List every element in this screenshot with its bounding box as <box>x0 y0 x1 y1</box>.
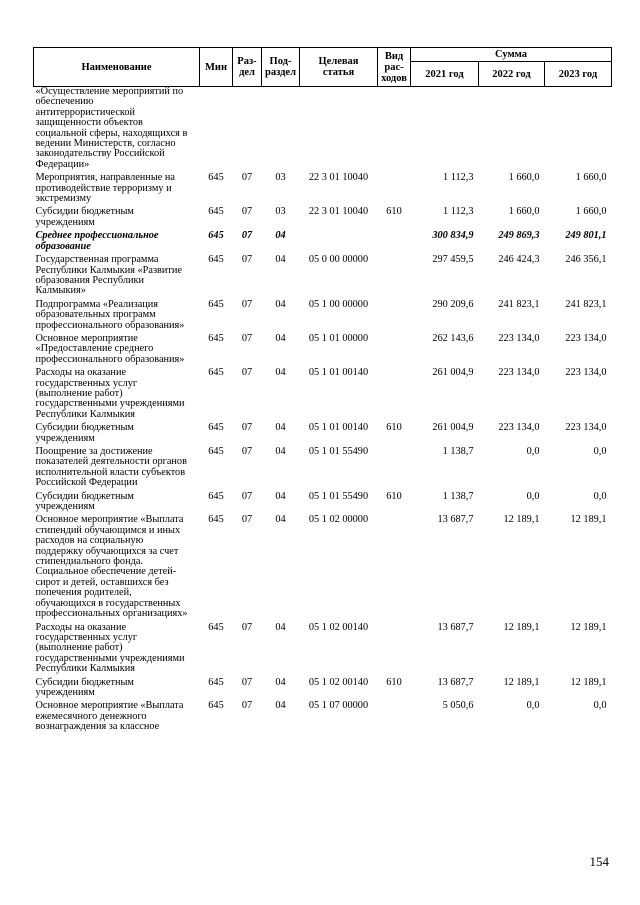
header-podrazdel: Под- раздел <box>262 48 300 87</box>
cell-2021: 262 143,6 <box>432 332 474 344</box>
cell-2023: 246 356,1 <box>565 254 607 266</box>
table-row <box>34 447 612 492</box>
cell-2021: 1 112,3 <box>442 172 474 184</box>
header-razdel: Раз- дел <box>233 48 262 87</box>
header-vid: Вид рас- ходов <box>378 48 411 87</box>
cell-statya: 05 1 01 55490 <box>308 490 369 502</box>
cell-razdel <box>233 87 262 174</box>
cell-name: Поощрение за достижение показателей деятельности органов исполнительной власти субъектов Российской Федерации <box>35 446 187 489</box>
cell-2023: 1 660,0 <box>575 172 607 184</box>
cell-2022: 246 424,3 <box>498 254 540 266</box>
cell-min: 645 <box>208 446 224 457</box>
cell-min: 645 <box>208 422 224 434</box>
cell-vid <box>378 334 411 368</box>
cell-min: 645 <box>208 298 224 310</box>
cell-vid <box>378 173 411 207</box>
cell-2023: 12 189,1 <box>570 514 607 526</box>
cell-2022: 223 134,0 <box>498 332 540 344</box>
cell-2021: 13 687,7 <box>437 621 474 633</box>
cell-podrazdel <box>262 87 300 174</box>
table-row <box>34 515 612 622</box>
cell-2023: 0,0 <box>593 490 607 502</box>
cell-razdel: 07 <box>241 332 253 344</box>
cell-podrazdel: 04 <box>275 676 286 688</box>
cell-2023: 1 660,0 <box>575 206 607 218</box>
header-2022: 2022 год <box>479 62 545 87</box>
cell-2021: 1 112,3 <box>442 206 474 218</box>
cell-2023: 249 801,1 <box>565 230 607 242</box>
cell-2023: 241 823,1 <box>565 298 607 310</box>
cell-2021: 290 209,6 <box>432 298 474 310</box>
cell-vid: 610 <box>386 206 402 218</box>
page-number: 154 <box>589 854 609 869</box>
cell-min: 645 <box>208 700 224 712</box>
cell-2021: 1 138,7 <box>442 446 474 457</box>
cell-statya: 05 1 07 00000 <box>308 700 369 712</box>
cell-vid: 610 <box>386 422 402 434</box>
cell-statya: 05 1 02 00000 <box>308 514 369 526</box>
cell-vid <box>378 368 411 423</box>
cell-2023: 223 134,0 <box>565 422 607 434</box>
cell-2022: 0,0 <box>526 490 540 502</box>
cell-name: Среднее профессиональное образование <box>35 230 159 252</box>
table-row <box>34 87 612 174</box>
header-2023: 2023 год <box>545 62 612 87</box>
cell-vid <box>378 623 411 678</box>
cell-razdel: 07 <box>241 254 253 266</box>
cell-razdel: 07 <box>241 676 253 688</box>
cell-vid <box>378 87 411 174</box>
cell-name: Государственная программа Республики Калмыкия «Развитие образования Республики Калмыкия» <box>35 254 182 297</box>
table-row <box>34 368 612 423</box>
cell-2021: 13 687,7 <box>437 514 474 526</box>
table-row <box>34 678 612 702</box>
cell-statya: 05 1 02 00140 <box>308 676 369 688</box>
cell-vid: 610 <box>386 676 402 688</box>
cell-2021: 300 834,9 <box>432 230 474 242</box>
table-header <box>34 48 612 87</box>
cell-name: Основное мероприятие «Выплата ежемесячного денежного вознаграждения за классное <box>35 700 184 733</box>
cell-min: 645 <box>208 490 224 502</box>
cell-statya: 22 3 01 10040 <box>308 206 369 218</box>
header-2021: 2021 год <box>411 62 479 87</box>
cell-2022: 12 189,1 <box>503 514 540 526</box>
cell-2022: 0,0 <box>526 446 540 457</box>
cell-statya: 22 3 01 10040 <box>308 172 369 184</box>
cell-name: Расходы на оказание государственных услуг (выполнение работ) государственными учреждениями Республики Калмыкия <box>35 367 185 420</box>
cell-2022: 12 189,1 <box>503 676 540 688</box>
header-summa: Сумма <box>411 48 612 62</box>
cell-2022: 1 660,0 <box>508 172 540 184</box>
header-statya: Целевая статья <box>300 48 378 87</box>
cell-razdel: 07 <box>241 700 253 712</box>
cell-name: Субсидии бюджетным учреждениям <box>35 676 134 698</box>
cell-2023: 0,0 <box>593 700 607 712</box>
cell-name: Расходы на оказание государственных услуг (выполнение работ) государственными учреждениями Республики Калмыкия <box>35 621 185 675</box>
cell-name: Подпрограмма «Реализация образовательных программ профессионального образования» <box>35 298 185 331</box>
cell-vid: 610 <box>386 490 402 502</box>
cell-podrazdel: 04 <box>275 332 286 344</box>
cell-2021: 13 687,7 <box>437 676 474 688</box>
cell-2023: 0,0 <box>593 446 607 457</box>
cell-podrazdel: 04 <box>275 230 286 242</box>
cell-min: 645 <box>208 621 224 633</box>
table-row <box>34 623 612 678</box>
cell-razdel: 07 <box>241 298 253 310</box>
cell-podrazdel: 03 <box>275 172 286 184</box>
cell-min: 645 <box>208 332 224 344</box>
header-name: Наименование <box>34 48 200 87</box>
cell-razdel: 07 <box>241 490 253 502</box>
cell-razdel: 07 <box>241 230 253 242</box>
cell-razdel: 07 <box>241 172 253 184</box>
cell-name: «Осуществление мероприятий по обеспечению антитеррористической защищенности объектов социальной сферы, находящихся в ведении Министерств, согласно законодательству Российской Федерации» <box>35 86 188 170</box>
table-row <box>34 334 612 368</box>
cell-statya <box>300 231 378 255</box>
cell-vid <box>378 447 411 492</box>
cell-podrazdel: 04 <box>275 700 286 712</box>
cell-razdel: 07 <box>241 206 253 218</box>
table-row <box>34 492 612 516</box>
cell-name: Субсидии бюджетным учреждениям <box>35 490 134 513</box>
cell-2023: 223 134,0 <box>565 332 607 344</box>
cell-statya: 05 1 01 00140 <box>308 367 369 379</box>
table-row <box>34 701 612 735</box>
cell-2022: 249 869,3 <box>498 230 540 242</box>
cell-2022: 12 189,1 <box>503 621 540 633</box>
cell-podrazdel: 04 <box>275 514 286 526</box>
cell-razdel: 07 <box>241 367 253 379</box>
cell-vid <box>378 515 411 622</box>
cell-statya: 05 1 02 00140 <box>308 621 369 633</box>
cell-statya: 05 1 01 00140 <box>308 422 369 434</box>
cell-statya: 05 1 01 00000 <box>308 332 369 344</box>
cell-2021: 261 004,9 <box>432 367 474 379</box>
cell-podrazdel: 04 <box>275 446 286 457</box>
cell-2023: 12 189,1 <box>570 676 607 688</box>
cell-min: 645 <box>208 367 224 379</box>
cell-podrazdel: 04 <box>275 422 286 434</box>
header-min: Мин <box>200 48 233 87</box>
cell-2021 <box>411 87 479 174</box>
cell-vid <box>378 300 411 334</box>
cell-2023: 12 189,1 <box>570 621 607 633</box>
cell-razdel: 07 <box>241 514 253 526</box>
cell-vid <box>378 255 411 300</box>
budget-table-container <box>33 47 611 736</box>
cell-min: 645 <box>208 206 224 218</box>
cell-2022: 223 134,0 <box>498 367 540 379</box>
cell-min: 645 <box>208 676 224 688</box>
table-row <box>34 173 612 207</box>
cell-razdel: 07 <box>241 446 253 457</box>
cell-2022: 1 660,0 <box>508 206 540 218</box>
budget-table <box>33 47 612 736</box>
cell-name: Основное мероприятие «Предоставление среднего профессионального образования» <box>35 332 185 365</box>
cell-statya <box>300 87 378 174</box>
cell-statya: 05 0 00 00000 <box>308 254 369 266</box>
cell-2022: 223 134,0 <box>498 422 540 434</box>
cell-min <box>200 87 233 174</box>
cell-name: Субсидии бюджетным учреждениям <box>35 206 134 228</box>
table-row <box>34 207 612 231</box>
table-row <box>34 255 612 300</box>
cell-podrazdel: 04 <box>275 490 286 502</box>
cell-name: Основное мероприятие «Выплата стипендий обучающимся и иных расходов на социальную поддержку обучающихся за счет стипендиального фонда. Социальное обеспечение детей-сирот и детей, оставшихся без попечения родителей, обучающихся в государственных профессиональных организациях» <box>35 514 188 620</box>
table-row <box>34 300 612 334</box>
cell-2022: 0,0 <box>526 700 540 712</box>
cell-statya: 05 1 01 55490 <box>308 446 369 457</box>
cell-2023: 223 134,0 <box>565 367 607 379</box>
cell-2021: 5 050,6 <box>442 700 474 712</box>
cell-podrazdel: 04 <box>275 367 286 379</box>
cell-name: Мероприятия, направленные на противодействие терроризму и экстремизму <box>35 172 175 205</box>
cell-name: Субсидии бюджетным учреждениям <box>35 422 134 444</box>
cell-min: 645 <box>208 230 224 242</box>
cell-podrazdel: 03 <box>275 206 286 218</box>
cell-podrazdel: 04 <box>275 621 286 633</box>
table-body <box>34 87 612 736</box>
cell-min: 645 <box>208 254 224 266</box>
cell-2023 <box>545 87 612 174</box>
cell-2021: 1 138,7 <box>442 490 474 502</box>
cell-vid <box>378 231 411 255</box>
cell-min: 645 <box>208 172 224 184</box>
cell-razdel: 07 <box>241 422 253 434</box>
cell-2021: 297 459,5 <box>432 254 474 266</box>
cell-podrazdel: 04 <box>275 298 286 310</box>
table-row <box>34 231 612 255</box>
cell-2022: 241 823,1 <box>498 298 540 310</box>
cell-statya: 05 1 00 00000 <box>308 298 369 310</box>
cell-2021: 261 004,9 <box>432 422 474 434</box>
cell-2022 <box>479 87 545 174</box>
table-row <box>34 423 612 447</box>
cell-podrazdel: 04 <box>275 254 286 266</box>
cell-min: 645 <box>208 514 224 526</box>
cell-vid <box>378 701 411 735</box>
cell-razdel: 07 <box>241 621 253 633</box>
